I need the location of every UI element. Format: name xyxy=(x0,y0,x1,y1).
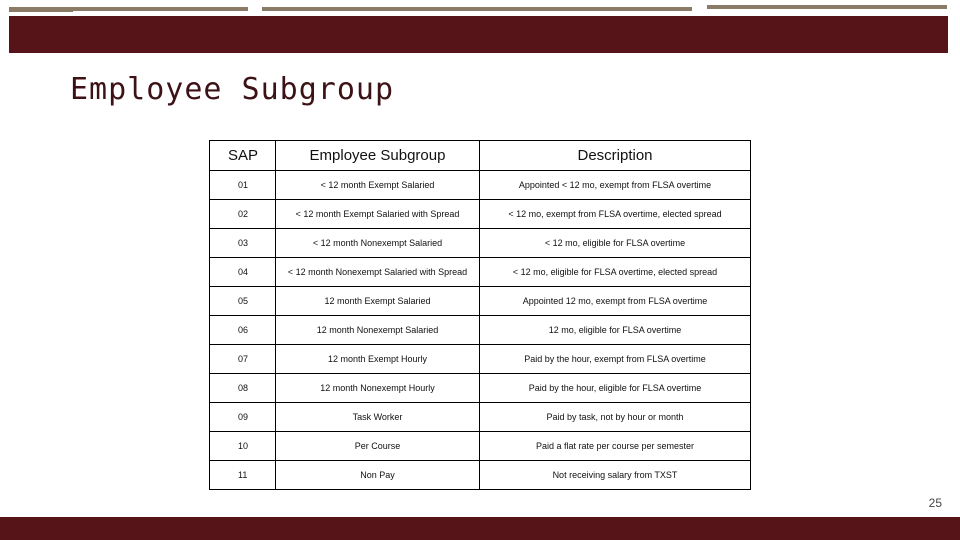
top-rule-2 xyxy=(262,7,692,11)
top-rule-1b xyxy=(9,10,73,12)
header-sap: SAP xyxy=(210,141,276,171)
cell-description: Not receiving salary from TXST xyxy=(480,461,751,490)
cell-description: Paid by the hour, exempt from FLSA overtime xyxy=(480,345,751,374)
cell-subgroup: Per Course xyxy=(276,432,480,461)
cell-sap: 09 xyxy=(210,403,276,432)
cell-sap: 11 xyxy=(210,461,276,490)
cell-description: < 12 mo, eligible for FLSA overtime xyxy=(480,229,751,258)
cell-sap: 05 xyxy=(210,287,276,316)
cell-sap: 02 xyxy=(210,200,276,229)
cell-subgroup: Non Pay xyxy=(276,461,480,490)
table-row xyxy=(210,432,751,461)
table-row xyxy=(210,171,751,200)
cell-sap: 03 xyxy=(210,229,276,258)
table-row xyxy=(210,374,751,403)
table-row xyxy=(210,200,751,229)
cell-sap: 04 xyxy=(210,258,276,287)
table-row xyxy=(210,345,751,374)
cell-subgroup: 12 month Nonexempt Hourly xyxy=(276,374,480,403)
table-row xyxy=(210,258,751,287)
cell-description: Paid by the hour, eligible for FLSA overtime xyxy=(480,374,751,403)
table-row xyxy=(210,287,751,316)
table-row xyxy=(210,229,751,258)
slide-title: Employee Subgroup xyxy=(70,72,395,107)
cell-subgroup: < 12 month Nonexempt Salaried with Spread xyxy=(276,258,480,287)
cell-subgroup: < 12 month Nonexempt Salaried xyxy=(276,229,480,258)
cell-sap: 10 xyxy=(210,432,276,461)
employee-subgroup-table xyxy=(209,140,751,490)
cell-description: Appointed < 12 mo, exempt from FLSA overtime xyxy=(480,171,751,200)
table-row xyxy=(210,316,751,345)
cell-description: Appointed 12 mo, exempt from FLSA overtime xyxy=(480,287,751,316)
cell-subgroup: < 12 month Exempt Salaried xyxy=(276,171,480,200)
header-employee-subgroup: Employee Subgroup xyxy=(276,141,480,171)
cell-description: Paid a flat rate per course per semester xyxy=(480,432,751,461)
page-number: 25 xyxy=(928,496,942,510)
top-rule-3 xyxy=(707,5,947,9)
header-description: Description xyxy=(480,141,751,171)
cell-subgroup: 12 month Exempt Salaried xyxy=(276,287,480,316)
table-row xyxy=(210,403,751,432)
table-row xyxy=(210,461,751,490)
cell-sap: 06 xyxy=(210,316,276,345)
cell-sap: 08 xyxy=(210,374,276,403)
cell-sap: 01 xyxy=(210,171,276,200)
cell-description: < 12 mo, exempt from FLSA overtime, elected spread xyxy=(480,200,751,229)
cell-subgroup: < 12 month Exempt Salaried with Spread xyxy=(276,200,480,229)
cell-subgroup: 12 month Exempt Hourly xyxy=(276,345,480,374)
cell-subgroup: Task Worker xyxy=(276,403,480,432)
table-header-row xyxy=(210,141,751,171)
cell-description: < 12 mo, eligible for FLSA overtime, elected spread xyxy=(480,258,751,287)
cell-description: 12 mo, eligible for FLSA overtime xyxy=(480,316,751,345)
footer-banner xyxy=(0,517,960,540)
header-banner xyxy=(9,16,948,53)
cell-subgroup: 12 month Nonexempt Salaried xyxy=(276,316,480,345)
cell-description: Paid by task, not by hour or month xyxy=(480,403,751,432)
cell-sap: 07 xyxy=(210,345,276,374)
